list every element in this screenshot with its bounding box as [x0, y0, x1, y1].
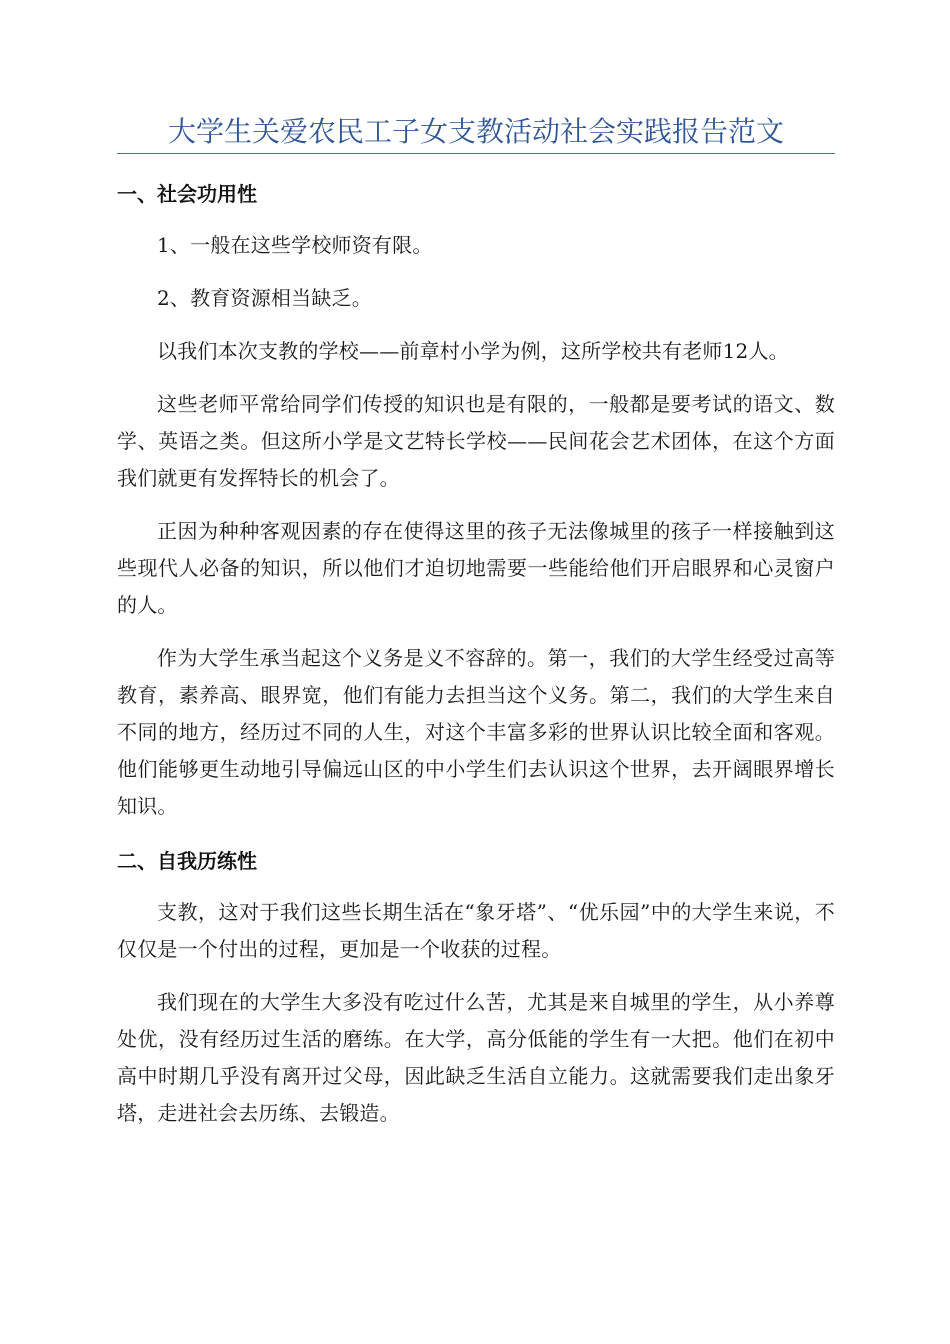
- paragraph: 支教，这对于我们这些长期生活在“象牙塔”、“优乐园”中的大学生来说，不仅仅是一个付出的过程，更加是一个收获的过程。: [117, 900, 835, 961]
- paragraph: 作为大学生承当起这个义务是义不容辞的。第一，我们的大学生经受过高等教育，素养高、眼界宽，他们有能力去担当这个义务。第二，我们的大学生来自不同的地方，经历过不同的人生，对这个丰富多彩的世界认识比较全面和客观。他们能够更生动地引导偏远山区的中小学生们去认识这个世界，去开阔眼界增长知识。: [117, 646, 835, 818]
- paragraph: 1、一般在这些学校师资有限。: [157, 233, 433, 257]
- paragraph: 以我们本次支教的学校——前章村小学为例，这所学校共有老师12人。: [157, 339, 789, 363]
- paragraph: 我们现在的大学生大多没有吃过什么苦，尤其是来自城里的学生，从小养尊处优，没有经历过生活的磨练。在大学，高分低能的学生有一大把。他们在初中高中时期几乎没有离开过父母，因此缺乏生活自立能力。这就需要我们走出象牙塔，走进社会去历练、去锻造。: [117, 990, 835, 1125]
- section-heading-social-function: 一、社会功用性: [117, 182, 257, 206]
- paragraph: 这些老师平常给同学们传授的知识也是有限的，一般都是要考试的语文、数学、英语之类。但这所小学是文艺特长学校——民间花会艺术团体，在这个方面我们就更有发挥特长的机会了。: [117, 392, 835, 490]
- paragraph: 2、教育资源相当缺乏。: [157, 286, 372, 310]
- title-underline: [117, 153, 835, 154]
- section-heading-self-training: 二、自我历练性: [117, 849, 257, 873]
- document-title: 大学生关爱农民工子女支教活动社会实践报告范文: [167, 115, 784, 148]
- paragraph: 正因为种种客观因素的存在使得这里的孩子无法像城里的孩子一样接触到这些现代人必备的知识，所以他们才迫切地需要一些能给他们开启眼界和心灵窗户的人。: [117, 519, 835, 617]
- document-body: [117, 174, 835, 1148]
